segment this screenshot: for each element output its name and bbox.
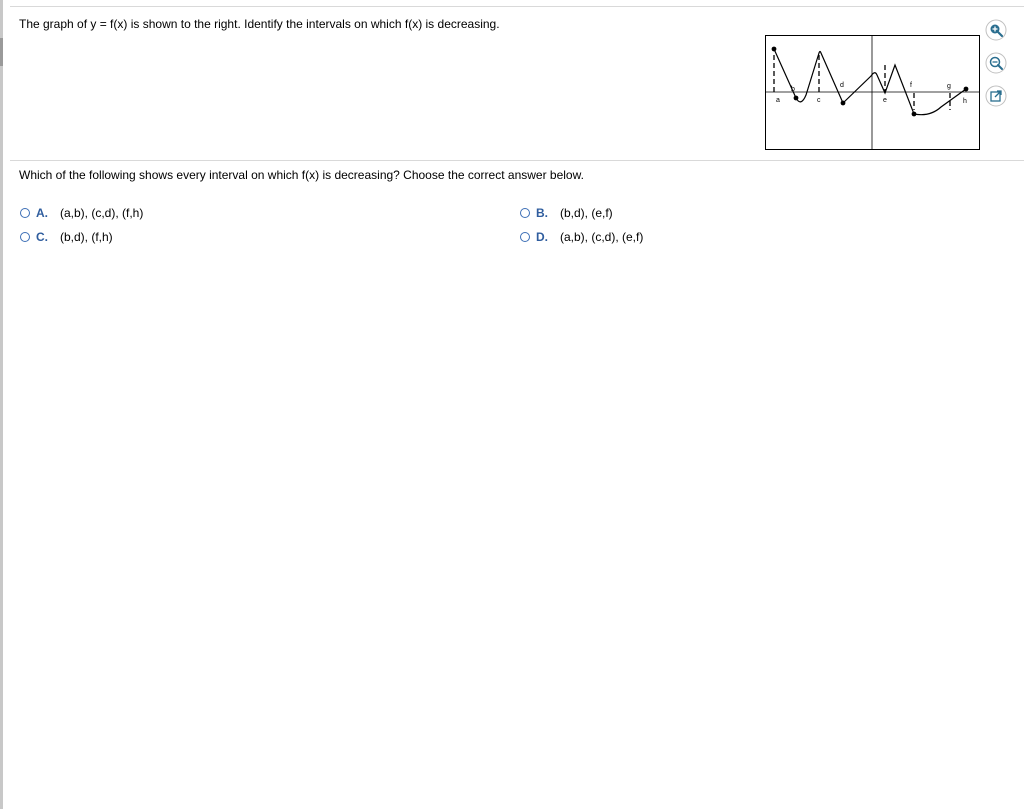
choice-b[interactable]: [520, 206, 613, 220]
choice-c-text: (b,d), (f,h): [60, 230, 113, 244]
point-d: [841, 101, 846, 106]
choice-c[interactable]: [20, 230, 113, 244]
left-edge-marker: [0, 38, 3, 66]
label-b: b: [791, 86, 795, 93]
label-a: a: [776, 97, 780, 104]
label-h: h: [963, 98, 967, 105]
point-h: [964, 87, 969, 92]
label-c: c: [817, 97, 821, 104]
choice-b-letter: B.: [536, 206, 548, 220]
popout-icon[interactable]: [985, 85, 1007, 107]
zoom-in-icon[interactable]: [985, 19, 1007, 41]
left-edge-bar: [0, 0, 3, 809]
radio-c[interactable]: [20, 232, 30, 242]
choice-d-text: (a,b), (c,d), (e,f): [560, 230, 644, 244]
label-e: e: [883, 97, 887, 104]
choice-d-letter: D.: [536, 230, 548, 244]
label-f: f: [910, 82, 912, 89]
point-f: [912, 112, 917, 117]
subquestion-prompt: Which of the following shows every interval on which f(x) is decreasing? Choose the correct answer below.: [19, 168, 584, 182]
function-graph[interactable]: [765, 35, 980, 150]
choice-c-letter: C.: [36, 230, 48, 244]
choice-d[interactable]: [520, 230, 643, 244]
choice-a-letter: A.: [36, 206, 48, 220]
graph-frame: [766, 36, 980, 150]
radio-a[interactable]: [20, 208, 30, 218]
label-g: g: [947, 83, 951, 90]
choice-b-text: (b,d), (e,f): [560, 206, 613, 220]
radio-b[interactable]: [520, 208, 530, 218]
label-d: d: [840, 82, 844, 89]
question-prompt: The graph of y = f(x) is shown to the right. Identify the intervals on which f(x) is decreasing.: [19, 17, 500, 31]
zoom-out-icon[interactable]: [985, 52, 1007, 74]
section-divider: [10, 160, 1024, 161]
point-b: [794, 96, 799, 101]
radio-d[interactable]: [520, 232, 530, 242]
point-a: [772, 47, 777, 52]
top-divider: [10, 6, 1024, 7]
choice-a-text: (a,b), (c,d), (f,h): [60, 206, 144, 220]
choice-a[interactable]: [20, 206, 143, 220]
